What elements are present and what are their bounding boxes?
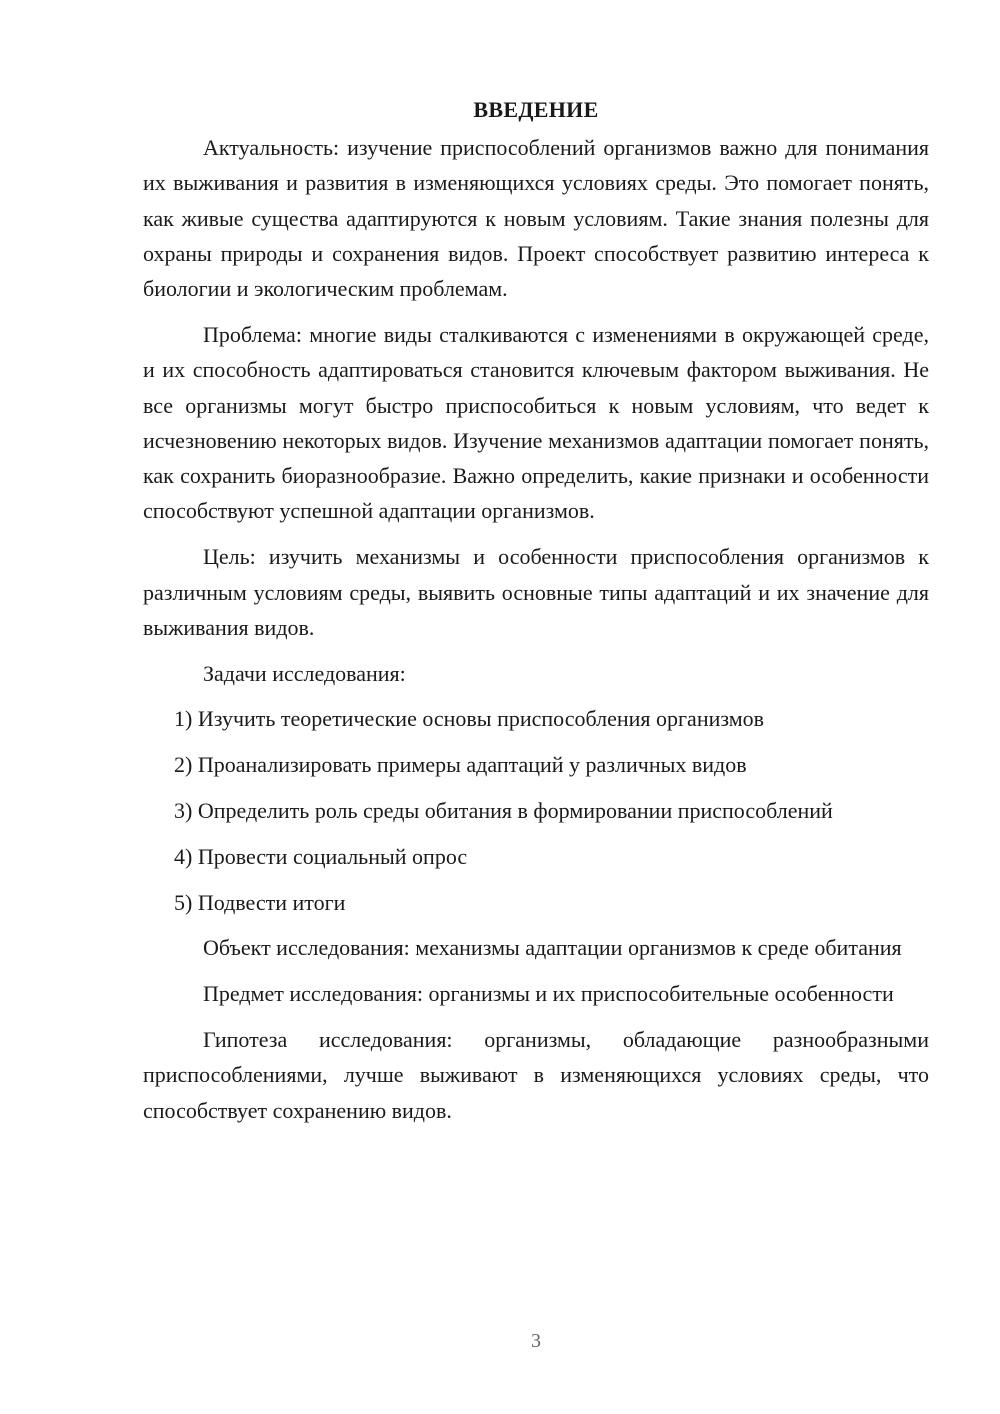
list-item: 2) Проанализировать примеры адаптаций у различных видов bbox=[174, 752, 747, 778]
paragraph-object: Объект исследования: механизмы адаптации организмов к среде обитания bbox=[203, 935, 902, 961]
list-item: 4) Провести социальный опрос bbox=[174, 843, 468, 869]
paragraph-relevance: Актуальность: изучение приспособлений организмов важно для понимания их выживания и развития в изменяющихся условиях среды. Это помогает понять, как живые существа адаптируются к новым условиям. Такие знания полезны для охраны природы и сохранения видов. Проект способствует развитию интереса к биологии и экологическим проблемам. bbox=[143, 135, 929, 302]
paragraph-goal: Цель: изучить механизмы и особенности приспособления организмов к различным условиям среды, выявить основные типы адаптаций и их значение для выживания видов. bbox=[143, 544, 929, 640]
tasks-heading: Задачи исследования: bbox=[203, 660, 406, 686]
list-item: 1) Изучить теоретические основы приспособления организмов bbox=[174, 706, 765, 732]
document-page bbox=[143, 92, 929, 1138]
page-title: ВВЕДЕНИЕ bbox=[473, 97, 599, 122]
list-item: 5) Подвести итоги bbox=[174, 889, 346, 915]
paragraph-problem: Проблема: многие виды сталкиваются с изменениями в окружающей среде, и их способность адаптироваться становится ключевым фактором выживания. Не все организмы могут быстро приспособиться к новым условиям, что ведет к исчезновению некоторых видов. Изучение механизмов адаптации помогает понять, как сохранить биоразнообразие. Важно определить, какие признаки и особенности способствуют успешной адаптации организмов. bbox=[143, 321, 929, 524]
page-number: 3 bbox=[531, 1330, 541, 1352]
paragraph-subject: Предмет исследования: организмы и их приспособительные особенности bbox=[203, 981, 894, 1007]
list-item: 3) Определить роль среды обитания в формировании приспособлений bbox=[174, 798, 833, 824]
paragraph-hypothesis: Гипотеза исследования: организмы, обладающие разнообразными приспособлениями, лучше выживают в изменяющихся условиях среды, что способствует сохранению видов. bbox=[143, 1027, 929, 1123]
tasks-list bbox=[143, 701, 929, 919]
